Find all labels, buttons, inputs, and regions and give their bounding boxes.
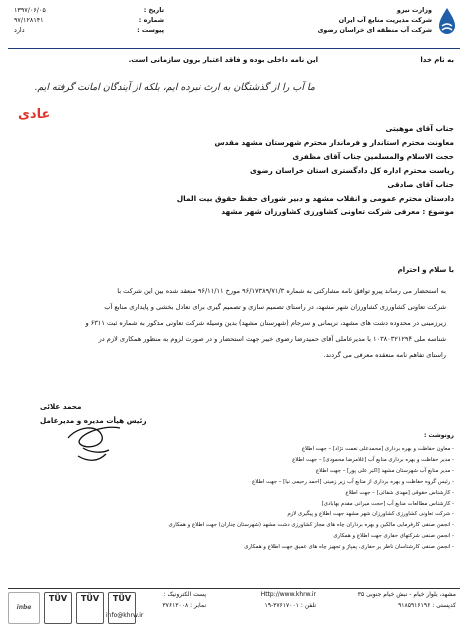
org-line: شرکت آب منطقه ای خراسان رضوی [317,26,432,34]
email-link[interactable]: info@khrw.ir [106,612,144,619]
addressee-line: حجت الاسلام والمسلمین جناب آقای مظفری [292,151,454,161]
body-line: شناسه ملی ۱۰۳۸۰۳۲۱۲۹۴ با مدیرعاملی آقای حمیدرضا رضوی خیبر جهت استحضار و در صورت لزوم به منظور همکاری لازم در [98,335,446,343]
letter-body [16,283,446,363]
date-label: تاریخ : [143,6,164,14]
org-line: شرکت مدیریت منابع آب ایران [338,16,432,24]
body-line: راستای تفاهم نامه منعقده معرفی می گردند. [323,351,446,359]
cc-item: - مدیر منابع آب شهرستان مشهد [اکبر علی پور] – جهت اطلاع [315,467,454,474]
attachment-value: دارد [14,26,25,34]
website-link[interactable]: Http://www.khrw.ir [260,591,316,598]
internal-notice: این نامه داخلی بوده و فاقد اعتبار برون سازمانی است. [128,56,318,64]
signatory-title: رئیس هیأت مدیره و مدیرعامل [40,416,147,425]
quote-text: ما آب را از گذشتگان به ارث نبرده ایم، بلکه از آیندگان امانت گرفته ایم. [34,82,315,93]
body-line: شرکت تعاونی کشاورزی کشاورزان شهر مشهد، در راستای تصمیم سازی و تصمیم گیری برای تعادل بخشی و پایداری منابع آب [104,303,446,311]
certification-logos [8,592,158,626]
attachment-label: پیوست : [137,26,164,34]
tuv-certificate-icon: TÜV [76,592,104,624]
signatory-name: محمد علائی [40,402,82,411]
footer-address: مشهد، بلوار خیام - نبش خیام جنوبی ۳۵ [357,591,456,598]
body-line: به استحضار می رساند پیرو توافق نامه مشارکتی به شماره ۹۶/۱۷۳۸۹/۷۱/۳ مورخ ۹۶/۱۱/۱۱ منعقد شده بین این شرکت با [117,287,446,295]
number-label: شماره : [138,16,164,24]
inbe-logo: inbe [8,592,40,624]
cc-item: - شرکت تعاونی کشاورزی کشاورزان شهر مشهد جهت اطلاع و پیگیری لازم [287,511,454,518]
fax-label: نمابر : [190,601,206,609]
cc-item: - انجمن صنفی کارشناسان ناظر بر حفاری، پمپاژ و تجهیز چاه های عمیق جهت اطلاع و همکاری [244,544,454,551]
footer-divider [8,588,460,589]
cc-list [168,444,454,553]
fax-value: ۳۷۶۱۳۰۰۸ [162,601,189,609]
organization-header [318,5,432,35]
calligraphy-quote [34,72,318,98]
postal-label: کدپستی : [432,601,456,609]
addressee-block [177,122,454,219]
phone-value: ۳۷۶۱۷۰۰۱-۱۹ [264,601,299,609]
tuv-certificate-icon: TÜV [108,592,136,624]
subject-line: موضوع : معرفی شرکت تعاونی کشاورزی کشاورزان شهر مشهد [221,207,454,217]
bismillah: به نام خدا [420,56,454,64]
cc-item: - کارشناس حقوقی [مهدی شفائی] – جهت اطلاع [345,489,454,496]
urgency-stamp: عادی [18,107,51,122]
cc-item: - کارشناس مطالعات منابع آب [حجت میرانی مقدم بهابادی] [321,500,454,507]
date-value: ۱۳۹۷/۰۶/۰۵ [14,6,46,14]
addressee-line: معاونت محترم استاندار و فرماندار محترم شهرستان مشهد مقدس [214,137,454,147]
cc-item: - معاون حفاظت و بهره برداری [محمدعلی نعمت نژاد] – جهت اطلاع [301,446,454,452]
greeting: با سلام و احترام [397,266,454,274]
body-line: زیرزمینی در محدوده دشت های مشهد، نریمانی و سرجام (شهرستان مشهد) بدین وسیله شرکت تعاونی مذکور به شماره ثبت ۶۳۱۱ و [85,319,446,327]
org-line: وزارت نیرو [396,6,432,14]
header-divider [8,48,460,49]
cc-item: - رئیس گروه حفاظت و بهره برداری از منابع آب زیر زمینی [احمد رحیمی نیا] – جهت اطلاع [252,478,454,485]
addressee-line: ریاست محترم اداره کل دادگستری استان خراسان رضوی [249,165,454,175]
letter-meta [14,5,164,35]
cc-item: - انجمن صنفی کارفرمایی مالکین و بهره برداران چاه های مجاز کشاورزی دشت مشهد (شهرستان چناران) جهت اطلاع و همکاری [168,522,454,529]
email-label: پست الکترونیک : [163,591,206,598]
tuv-certificate-icon: TÜV [44,592,72,624]
number-value: ۹۷/۱۲۸۱۴۱ [14,16,44,24]
addressee-line: دادستان محترم عمومی و انقلاب مشهد و دبیر شورای حفظ حقوق بیت المال [176,193,454,203]
addressee-line: جناب آقای صادقی [387,179,454,189]
water-drop-logo-icon [436,6,458,36]
addressee-line: جناب آقای موهبتی [385,124,454,133]
cc-title: رونوشت : [424,432,454,439]
phone-label: تلفن : [300,601,316,609]
postal-value: ۹۱۸۵۹۱۶۱۹۶ [398,601,431,609]
cc-item: - انجمن صنفی شرکتهای حفاری جهت اطلاع و همکاری [333,533,454,540]
cc-item: - مدیر حفاظت و بهره برداری منابع آب [غلامرضا محمودی] – جهت اطلاع [292,456,454,463]
